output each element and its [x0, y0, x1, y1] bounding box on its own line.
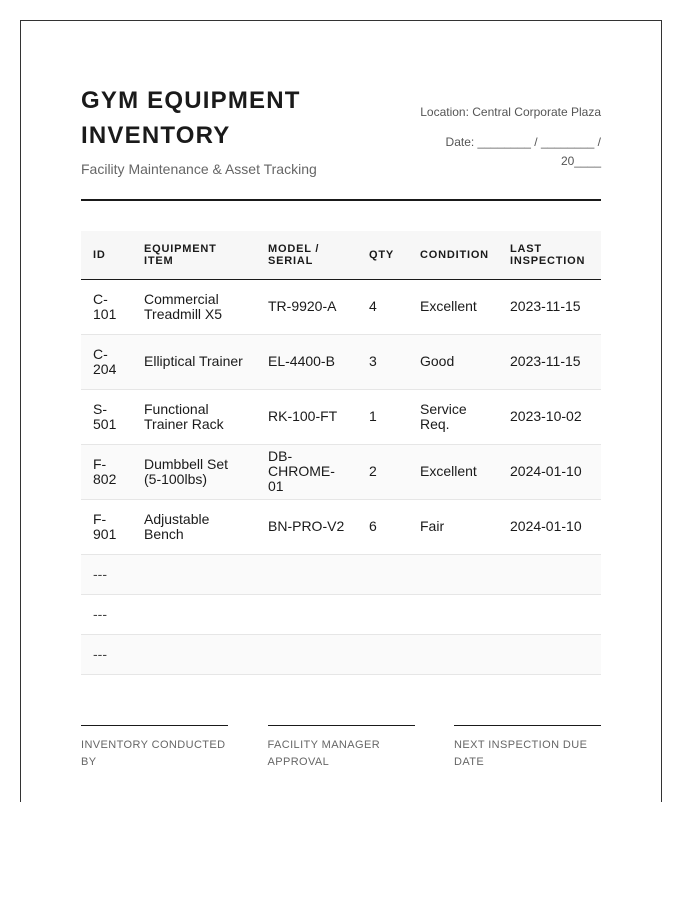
column-header-id: ID: [81, 231, 132, 279]
cell-id: F-901: [81, 499, 132, 554]
cell-item: Elliptical Trainer: [132, 334, 256, 389]
cell-id: F-802: [81, 444, 132, 499]
cell-id: S-501: [81, 389, 132, 444]
cell-inspection: 2024-01-10: [498, 444, 601, 499]
cell-condition: Service Req.: [408, 389, 498, 444]
blank-cell: ---: [81, 634, 132, 674]
blank-cell: ---: [81, 594, 132, 634]
table-row: [81, 444, 601, 499]
cell-item: Commercial Treadmill X5: [132, 279, 256, 334]
cell-inspection: 2023-10-02: [498, 389, 601, 444]
cell-model: TR-9920-A: [256, 279, 357, 334]
blank-row: [81, 634, 601, 674]
document-header: [81, 21, 601, 201]
column-header-condition: CONDITION: [408, 231, 498, 279]
cell-inspection: 2024-01-10: [498, 499, 601, 554]
cell-model: BN-PRO-V2: [256, 499, 357, 554]
document-meta: [361, 103, 601, 171]
cell-condition: Fair: [408, 499, 498, 554]
blank-row: [81, 554, 601, 594]
column-header-qty: QTY: [357, 231, 408, 279]
signature-conducted-by[interactable]: INVENTORY CONDUCTED BY: [81, 725, 228, 771]
cell-item: Dumbbell Set (5-100lbs): [132, 444, 256, 499]
cell-condition: Good: [408, 334, 498, 389]
cell-condition: Excellent: [408, 279, 498, 334]
column-header-item: EQUIPMENT ITEM: [132, 231, 256, 279]
cell-id: C-204: [81, 334, 132, 389]
signature-next-inspection[interactable]: NEXT INSPECTION DUE DATE: [454, 725, 601, 771]
cell-qty: 3: [357, 334, 408, 389]
cell-inspection: 2023-11-15: [498, 334, 601, 389]
table-header-row: [81, 231, 601, 279]
cell-item: Adjustable Bench: [132, 499, 256, 554]
column-header-model: MODEL / SERIAL: [256, 231, 357, 279]
cell-qty: 1: [357, 389, 408, 444]
document-subtitle: Facility Maintenance & Asset Tracking: [81, 161, 317, 177]
signature-section: [81, 725, 601, 771]
cell-model: RK-100-FT: [256, 389, 357, 444]
document-title: GYM EQUIPMENT INVENTORY: [81, 87, 301, 149]
cell-inspection: 2023-11-15: [498, 279, 601, 334]
cell-qty: 6: [357, 499, 408, 554]
cell-model: DB-CHROME-01: [256, 444, 357, 499]
cell-id: C-101: [81, 279, 132, 334]
cell-qty: 2: [357, 444, 408, 499]
table-row: [81, 334, 601, 389]
inventory-sheet: [20, 20, 662, 802]
blank-cell: ---: [81, 554, 132, 594]
cell-model: EL-4400-B: [256, 334, 357, 389]
inventory-table: [81, 231, 601, 675]
location-label: Location: Central Corporate Plaza: [420, 105, 601, 119]
table-row: [81, 499, 601, 554]
table-row: [81, 279, 601, 334]
signature-manager-approval[interactable]: FACILITY MANAGER APPROVAL: [268, 725, 415, 771]
cell-condition: Excellent: [408, 444, 498, 499]
cell-qty: 4: [357, 279, 408, 334]
sheet-content: [81, 21, 601, 768]
blank-row: [81, 594, 601, 634]
cell-item: Functional Trainer Rack: [132, 389, 256, 444]
column-header-inspection: LAST INSPECTION: [498, 231, 601, 279]
date-field: Date: ________ / ________ / 20____: [445, 135, 601, 168]
table-row: [81, 389, 601, 444]
